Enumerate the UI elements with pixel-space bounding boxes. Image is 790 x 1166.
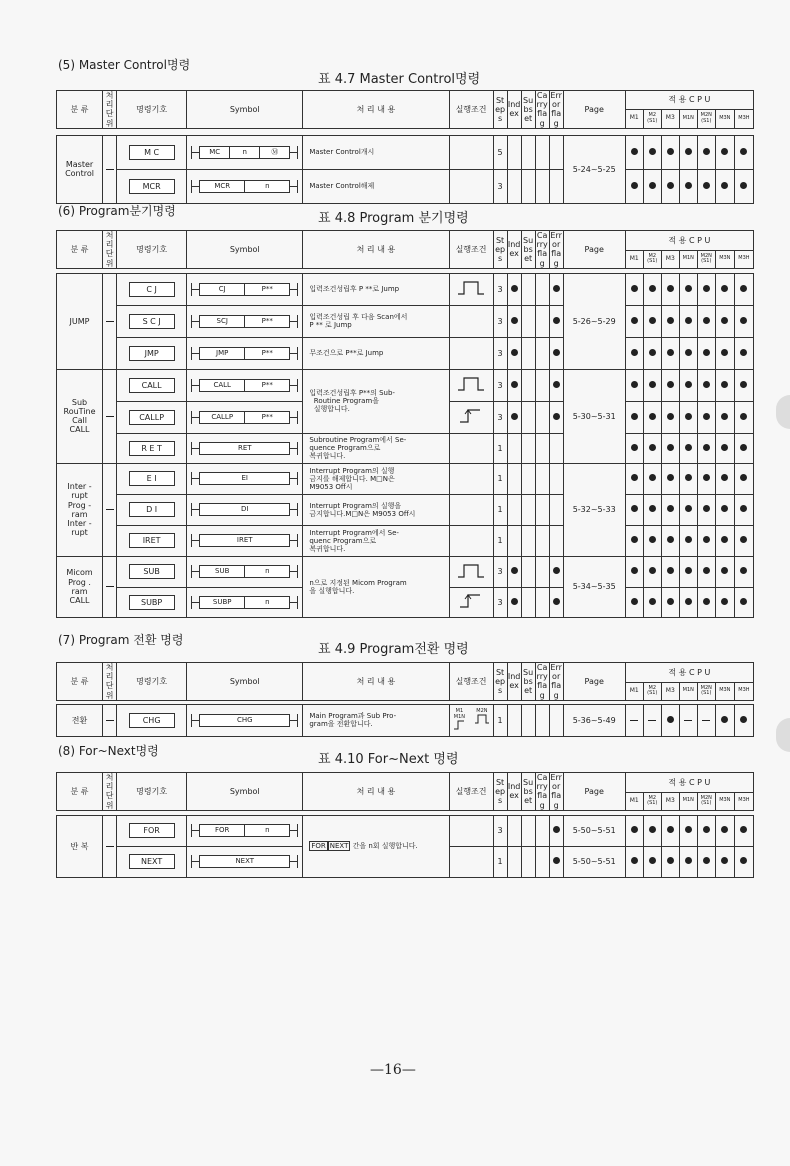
symbol-cj: CJ P** <box>191 283 298 296</box>
mnemonic-iret: IRET <box>129 533 175 548</box>
header-process: 처 리 내 용 <box>303 231 449 269</box>
pulse-icon <box>456 562 486 580</box>
change-cell <box>103 135 117 203</box>
section-heading-8: (8) For~Next명령 <box>58 744 159 758</box>
class-cell: 반 복 <box>57 815 103 877</box>
page-cell: 5-34~5-35 <box>563 556 625 617</box>
header-process: 처 리 내 용 <box>303 663 449 701</box>
header-steps: Steps <box>493 773 507 811</box>
symbol-scj: SCJ P** <box>191 315 298 328</box>
header-mnemonic: 명령기호 <box>117 773 187 811</box>
mnemonic-for: FOR <box>129 823 175 838</box>
section-heading-7: (7) Program 전환 명령 <box>58 633 184 647</box>
section-heading-5: (5) Master Control명령 <box>58 58 191 72</box>
header-carry: Carry flag <box>536 663 548 700</box>
header-symbol: Symbol <box>187 773 303 811</box>
header-index: Index <box>507 663 521 701</box>
desc-mc: Master Control개시 <box>303 135 449 169</box>
header-error: Error flag <box>550 91 562 128</box>
mnemonic-mc: M C <box>129 145 175 160</box>
class-cell: Sub RouTine Call CALL <box>57 369 103 463</box>
mnemonic-di: D I <box>129 502 175 517</box>
desc-iret: Interrupt Program에서 Se- quenc Program으로 복귀합니다. <box>303 525 449 556</box>
header-index: Index <box>507 231 521 269</box>
cpu-m2: M2 (S1) <box>643 792 661 810</box>
header-error: Error flag <box>550 231 562 268</box>
table-caption-4-10: 표 4.10 For~Next 명령 <box>318 752 459 767</box>
symbol-subp: SUBP n <box>191 596 298 609</box>
symbol-di: DI <box>191 503 298 516</box>
header-mnemonic: 명령기호 <box>117 91 187 129</box>
mnemonic-chg: CHG <box>129 713 175 728</box>
page-cell: 5-24~5-25 <box>563 135 625 203</box>
header-cpu: 적 용 C P U <box>625 91 753 110</box>
class-cell: Master Control <box>57 135 103 203</box>
mnemonic-cj: C J <box>129 282 175 297</box>
cpu-m2: M2 (S1) <box>643 109 661 128</box>
cpu-m3n: M3N <box>715 250 734 268</box>
rising-edge-icon <box>456 592 486 610</box>
desc-cj: 입력조건성립후 P **로 Jump <box>303 273 449 305</box>
cpu-m1: M1 <box>625 682 643 700</box>
condition-chg: M1 M1N M2N <box>450 708 493 732</box>
table-4-10: 분 류 처리단위 명령기호 Symbol 처 리 내 용 실행조건 Steps Index Subset Carry flag Error flag Page 적 용 C P U M1 M2 (S1) M3 M1N M2N (S1) M3N M3H 반 복 FOR FOR n FOR NEXT 간을 n회 실행합니다. 3 5-50~5-51 NEXT NEXT 1 5-50~5-51 <box>56 772 754 878</box>
page-number: —16— <box>370 1062 416 1078</box>
header-index: Index <box>507 773 521 811</box>
header-change: 처리단위 <box>103 773 117 811</box>
header-carry: Carry flag <box>536 231 548 268</box>
cpu-m3: M3 <box>661 792 679 810</box>
symbol-for: FOR n <box>191 824 298 837</box>
mnemonic-jmp: JMP <box>129 346 175 361</box>
cpu-m1n: M1N <box>679 250 697 268</box>
header-class: 분 류 <box>57 231 103 269</box>
rising-edge-icon <box>456 407 486 425</box>
page-cell: 5-32~5-33 <box>563 463 625 556</box>
header-symbol: Symbol <box>187 663 303 701</box>
cpu-m1: M1 <box>625 109 643 128</box>
cpu-m3: M3 <box>661 250 679 268</box>
header-index: Index <box>507 91 521 129</box>
header-carry: Carry flag <box>536 91 548 128</box>
cpu-m3n: M3N <box>715 792 734 810</box>
desc-call: 입력조건성립후 P**의 Sub- Routine Program을 실행합니다. <box>303 369 449 433</box>
mnemonic-call: CALL <box>129 378 175 393</box>
mnemonic-ret: R E T <box>129 441 175 456</box>
cpu-m1n: M1N <box>679 109 697 128</box>
header-page: Page <box>563 773 625 811</box>
cpu-m2n: M2N (S1) <box>697 109 715 128</box>
table-4-9: 분 류 처리단위 명령기호 Symbol 처 리 내 용 실행조건 Steps Index Subset Carry flag Error flag Page 적 용 C P U M1 M2 (S1) M3 M1N M2N (S1) M3N M3H 전환 CHG CHG Main Program과 Sub Pro- gram을 전환합니다. M1 M1N M2N 1 5-36~5-49 <box>56 662 754 737</box>
header-error: Error flag <box>550 773 562 810</box>
cpu-m2n: M2N (S1) <box>697 250 715 268</box>
binder-hole <box>776 395 790 429</box>
cpu-m3n: M3N <box>715 109 734 128</box>
mnemonic-sub: SUB <box>129 564 175 579</box>
class-cell: Micom Prog . ram CALL <box>57 556 103 617</box>
symbol-iret: IRET <box>191 534 298 547</box>
mnemonic-ei: E I <box>129 471 175 486</box>
symbol-callp: CALLP P** <box>191 411 298 424</box>
header-page: Page <box>563 91 625 129</box>
mnemonic-next: NEXT <box>129 854 175 869</box>
symbol-ei: EI <box>191 472 298 485</box>
symbol-chg: CHG <box>191 714 298 727</box>
header-steps: Steps <box>493 231 507 269</box>
section-heading-6: (6) Program분기명령 <box>58 204 176 218</box>
class-cell: JUMP <box>57 273 103 369</box>
header-condition: 실행조건 <box>449 663 493 701</box>
desc-ei: Interrupt Program의 실행 금지를 해제합니다. M□N은 M9053 Off시 <box>303 463 449 494</box>
header-cpu: 적 용 C P U <box>625 663 753 683</box>
page-cell: 5-36~5-49 <box>563 704 625 736</box>
mnemonic-mcr: MCR <box>129 179 175 194</box>
table-caption-4-8: 표 4.8 Program 분기명령 <box>318 211 469 226</box>
header-steps: Steps <box>493 663 507 701</box>
header-cpu: 적 용 C P U <box>625 231 753 251</box>
class-cell: 전환 <box>57 704 103 736</box>
pulse-icon <box>456 375 486 393</box>
header-process: 처 리 내 용 <box>303 773 449 811</box>
header-carry: Carry flag <box>536 773 548 810</box>
desc-jmp: 무조건으로 P**로 Jump <box>303 337 449 369</box>
cpu-m1: M1 <box>625 792 643 810</box>
header-subset: Subset <box>521 231 535 269</box>
header-class: 분 류 <box>57 773 103 811</box>
symbol-ret: RET <box>191 442 298 455</box>
desc-for: FOR NEXT 간을 n회 실행합니다. <box>303 815 449 877</box>
header-class: 분 류 <box>57 91 103 129</box>
page-cell: 5-50~5-51 <box>563 846 625 877</box>
header-change: 처리단위 <box>103 231 117 269</box>
class-cell: Inter - rupt Prog - ram Inter - rupt <box>57 463 103 556</box>
header-subset: Subset <box>521 773 535 811</box>
header-subset: Subset <box>521 663 535 701</box>
cpu-m3: M3 <box>661 109 679 128</box>
cpu-m1n: M1N <box>679 682 697 700</box>
header-error: Error flag <box>550 663 562 700</box>
header-class: 분 류 <box>57 663 103 701</box>
desc-ret: Subroutine Program에서 Se- quence Program으로 복귀합니다. <box>303 433 449 463</box>
cpu-m3: M3 <box>661 682 679 700</box>
cpu-m3h: M3H <box>734 682 753 700</box>
header-change: 처리단위 <box>103 663 117 701</box>
mnemonic-callp: CALLP <box>129 410 175 425</box>
table-4-8: 분 류 처리단위 명령기호 Symbol 처 리 내 용 실행조건 Steps Index Subset Carry flag Error flag Page 적 용 C P U M1 M2 (S1) M3 M1N M2N (S1) M3N M3H JUMP C J CJ P** 입력조건성립후 P **로 Jump 3 5-26~5-29 S C J SCJ P** 입력조건성립 후 다음 Scan에서 P ** 로 Jump 3 JMP JMP P** 무조건으로 P**로 Jump 3 Sub RouTine Call CALL CALL CALL P** 입력조건성립후 P**의 Sub- Routine Program을 실행합니다. 3 5-30~5-31 CALLP CALLP P** 3 R E T RET Subroutine Program에서 Se- quence Program으로 복귀합니다. 1 Inter - rupt Prog - ram Inter - rupt E I EI Interrupt Program의 실행 금지를 해제합니다. M□N은 M9053 Off시 1 5-32~5-33 D I DI Interrupt Program의 실행을 금지합니다.M□N은 M9053 Off시 1 IRET IRET Interrupt Program에서 Se- quenc Program으로 복귀합니다. 1 Micom Prog . ram CALL SUB SUB n n으로 지정된 Micom Program 을 실행합니다. 3 5-34~5-35 SUBP SUBP n 3 <box>56 230 754 618</box>
desc-scj: 입력조건성립 후 다음 Scan에서 P ** 로 Jump <box>303 305 449 337</box>
header-condition: 실행조건 <box>449 231 493 269</box>
cpu-m3h: M3H <box>734 109 753 128</box>
header-condition: 실행조건 <box>449 91 493 129</box>
desc-di: Interrupt Program의 실행을 금지합니다.M□N은 M9053 Off시 <box>303 494 449 525</box>
binder-hole <box>776 718 790 752</box>
desc-mcr: Master Control해제 <box>303 169 449 203</box>
cpu-m3h: M3H <box>734 792 753 810</box>
symbol-call: CALL P** <box>191 379 298 392</box>
symbol-mc: MC n Ⓜ <box>191 146 298 159</box>
header-condition: 실행조건 <box>449 773 493 811</box>
symbol-jmp: JMP P** <box>191 347 298 360</box>
cpu-m1: M1 <box>625 250 643 268</box>
symbol-next: NEXT <box>191 855 298 868</box>
page-cell: 5-50~5-51 <box>563 815 625 846</box>
header-steps: Steps <box>493 91 507 129</box>
cpu-m2n: M2N (S1) <box>697 682 715 700</box>
header-subset: Subset <box>521 91 535 129</box>
mnemonic-scj: S C J <box>129 314 175 329</box>
table-caption-4-7: 표 4.7 Master Control명령 <box>318 72 481 87</box>
cpu-m3h: M3H <box>734 250 753 268</box>
page-cell: 5-26~5-29 <box>563 273 625 369</box>
header-page: Page <box>563 231 625 269</box>
cpu-m2: M2 (S1) <box>643 682 661 700</box>
pulse-icon <box>456 279 486 297</box>
symbol-sub: SUB n <box>191 565 298 578</box>
header-symbol: Symbol <box>187 91 303 129</box>
header-process: 처 리 내 용 <box>303 91 449 129</box>
desc-chg: Main Program과 Sub Pro- gram을 전환합니다. <box>303 704 449 736</box>
header-mnemonic: 명령기호 <box>117 663 187 701</box>
cpu-m2n: M2N (S1) <box>697 792 715 810</box>
table-4-7: 분 류 처리단위 명령기호 Symbol 처 리 내 용 실행조건 Steps Index Subset Carry flag Error flag Page 적 용 C P U M1 M2 (S1) M3 M1N M2N (S1) M3N M3H Master Control M C MC n Ⓜ Master Control개시 5 5-24~5-25 MCR MCR n Master Control해제 3 <box>56 90 754 204</box>
header-cpu: 적 용 C P U <box>625 773 753 793</box>
mnemonic-subp: SUBP <box>129 595 175 610</box>
symbol-mcr: MCR n <box>191 180 298 193</box>
table-caption-4-9: 표 4.9 Program전환 명령 <box>318 642 469 657</box>
page-cell: 5-30~5-31 <box>563 369 625 463</box>
cpu-m1n: M1N <box>679 792 697 810</box>
header-symbol: Symbol <box>187 231 303 269</box>
header-mnemonic: 명령기호 <box>117 231 187 269</box>
header-change: 처리단위 <box>103 91 117 129</box>
cpu-m2: M2 (S1) <box>643 250 661 268</box>
cpu-m3n: M3N <box>715 682 734 700</box>
desc-sub: n으로 지정된 Micom Program 을 실행합니다. <box>303 556 449 617</box>
header-page: Page <box>563 663 625 701</box>
